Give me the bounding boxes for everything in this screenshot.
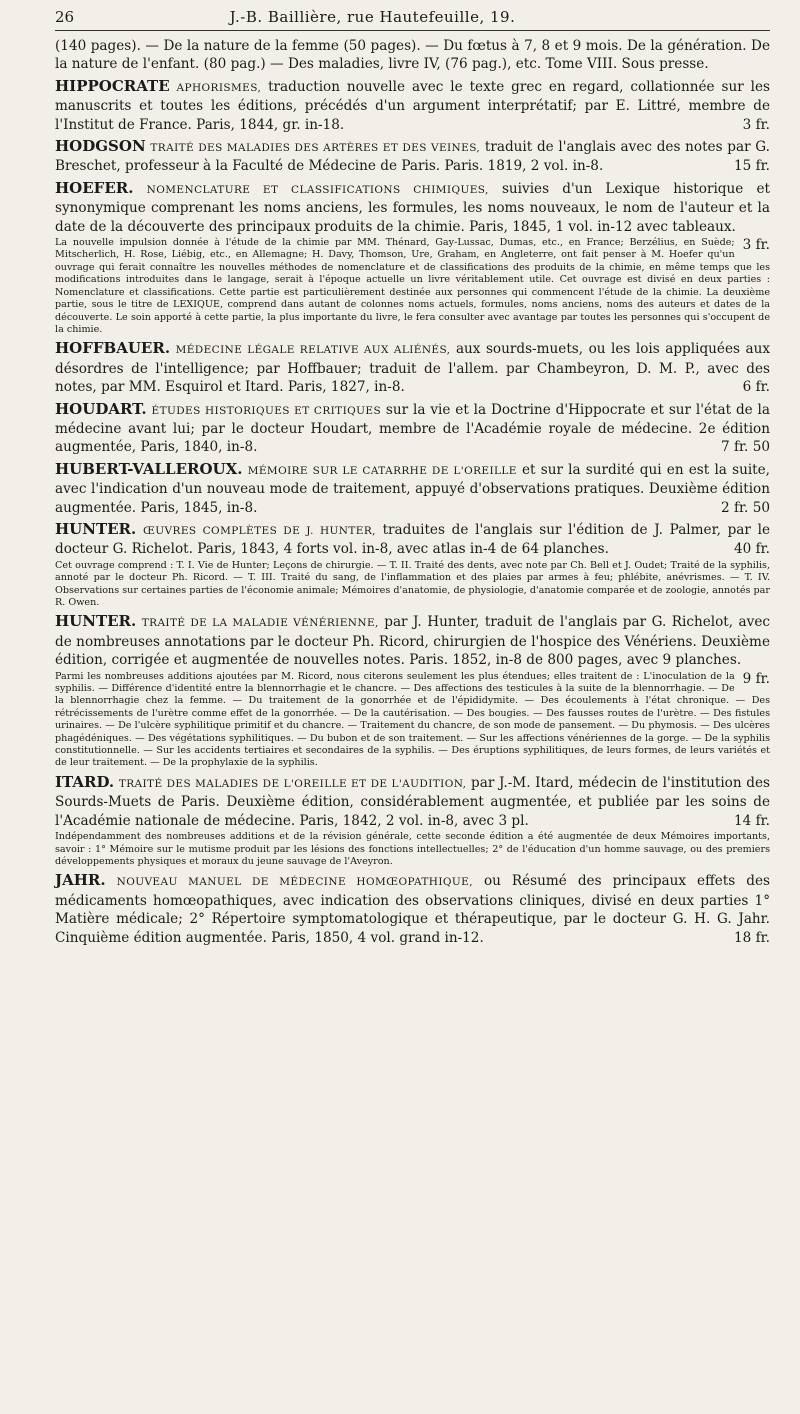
entry-note: La nouvelle impulsion donnée à l'étude de la chimie par MM. Thénard, Gay-Lussac, Dumas, etc., en France; Berzélius, en Suède; Mitscherlich, H. Rose, Liébig, etc., en Allemagne; H. Davy, Thomson, Ure, Graham, en Angleterre, ont fait penser à M. Hoefer qu'un ouvrage qui ferait connaître les nouvelles méthodes de nomenclature et de classifications des produits de la chimie, en même temps que les modifications introduites dans le langage, serait à l'époque actuelle un livre véritablement utile. Cet ouvrage est divisé en deux parties : Nomenclature et classifications. Cette partie est particulièrement destinée aux personnes qui commencent l'étude de la chimie. La deuxième partie, sous le titre de LEXIQUE, comprend dans autant de colonnes noms actuels, formules, noms anciens, noms des auteurs et dates de la découverte. Le soin apporté à cette partie, la plus importante du livre, le fera consulter avec avantage par toutes les personnes qui s'occupent de la chimie. xyxy=(55,237,770,335)
entry-jahr xyxy=(55,871,770,947)
entry-houdart xyxy=(55,400,770,457)
entry-text: (140 pages). — De la nature de la femme (50 pages). — Du fœtus à 7, 8 et 9 mois. De la génération. De la nature de l'enfant. (80 pag.) — Des maladies, livre IV, (76 pag.), etc. xyxy=(55,38,770,73)
entry-text: traduit de l'anglais avec des notes par G. Breschet, professeur à la Faculté de Médecine de Paris. Paris. 1819, 2 vol. in-8. xyxy=(55,139,770,175)
entry-author: JAHR. xyxy=(55,871,106,890)
entry-price: 2 fr. 50 xyxy=(721,499,770,516)
entry-text: traduction nouvelle avec le texte grec en regard, collationnée sur les manuscrits et toutes les éditions, précédés d'un argument interprétatif; par E. Littré, membre de l'Institut de France. Paris, 1844, gr. in-18. xyxy=(55,78,770,133)
entry-author: HOEFER. xyxy=(55,178,134,197)
entry-title: TRAITÉ DES MALADIES DES ARTÈRES ET DES VEINES, xyxy=(150,142,481,155)
entry-title: TRAITÉ DE LA MALADIE VÉNÉRIENNE, xyxy=(141,617,379,630)
entry-hoefer xyxy=(55,179,770,336)
entry-text: traduites de l'anglais sur l'édition de J. Palmer, par le docteur G. Richelot. Paris, 1843, 4 forts vol. in-8, avec atlas in-4 de 64 planches. xyxy=(55,521,771,558)
page-number: 26 xyxy=(55,8,75,26)
entry-note: Parmi les nombreuses additions ajoutées par M. Ricord, nous citerons seulement les plus étendues; elles traitent de : L'inoculation de la syphilis. — Différence d'identité entre la blennorrhagie et le chancre. — Des affections des testicules à la suite de la blennorrhagie. — De la blennorrhagie chez la femme. — Du traitement de la gonorrhée et de l'épididymite. — Des écoulements à l'état chronique. — Des rétrécissements de l'urètre comme effet de la gonorrhée. — De la cautérisation. — Des bougies. — Des fausses routes de l'urètre. — Des fistules urinaires. — De l'ulcère syphilitique primitif et du chancre. — Traitement du chancre, de son mode de pansement. — Du phymosis. — Des ulcères phagédéniques. — Des végétations syphilitiques. — Du bubon et de son traitement. — Sur les affections vénériennes de la gorge. — De la syphilis constitutionnelle. — Sur les accidents tertiaires et secondaires de la syphilis. — Des éruptions syphilitiques, de leurs formes, de leurs variétés et de leur traitement. — De la prophylaxie de la syphilis. xyxy=(55,670,770,769)
entry-text: sur la vie et la Doctrine d'Hippocrate et sur l'état de la médecine avant lui; par le docteur Houdart, membre de l'Académie royale de médecine. 2e édition augmentée, Paris, 1840, in-8. xyxy=(55,401,771,456)
entry-title: MÉMOIRE SUR LE CATARRHE DE L'OREILLE xyxy=(247,464,517,477)
entry-price: 40 fr. xyxy=(734,541,770,558)
entry-title: ŒUVRES COMPLÈTES DE J. HUNTER, xyxy=(142,524,376,537)
entry-price: 7 fr. 50 xyxy=(721,439,770,456)
entry-author: HIPPOCRATE xyxy=(55,76,170,95)
entry-note: Indépendamment des nombreuses additions et de la révision générale, cette seconde édition a été augmentée de deux Mémoires importants, savoir : 1° Mémoire sur le mutisme produit par les lésions des fonctions intellectuelles; 2° de l'éducation d'un homme sauvage, ou des premiers développements physiques et moraux du jeune sauvage de l'Aveyron. xyxy=(55,831,770,867)
entry-author: HUNTER. xyxy=(55,612,137,631)
entry-text: suivies d'un Lexique historique et synonymique comprenant les noms anciens, les formules, les noms nouveaux, le nom de l'auteur et la date de la découverte des principaux produits de la chimie. Paris, 1845, 1 vol. in-12 avec tableaux. xyxy=(55,180,771,235)
running-title: J.-B. Baillière, rue Hautefeuille, 19. xyxy=(229,8,516,26)
entry-hoffbauer xyxy=(55,339,770,396)
page-header xyxy=(55,8,770,31)
entry-author: HODGSON xyxy=(55,137,146,156)
entry-text: et sur la surdité qui en est la suite, avec l'indication d'un nouveau mode de traitement, appuyé d'observations pratiques. Deuxième édition augmentée. Paris, 1845, in-8. xyxy=(55,461,770,516)
entry-title: ÉTUDES HISTORIQUES ET CRITIQUES xyxy=(151,404,382,417)
entry-text: par J.-M. Itard, médecin de l'institution des Sourds-Muets de Paris. Deuxième édition, considérablement augmentée, et publiée par les soins de l'Académie nationale de médecine. Paris, 1842, 2 vol. in-8, avec 3 pl. xyxy=(55,774,770,829)
entry-text: aux sourds-muets, ou les lois appliquées aux désordres de l'intelligence; par Hoffbauer; traduit de l'allem. par Chambeyron, D. M. P., avec des notes, par MM. Esquirol et Itard. Paris, 1827, in-8. xyxy=(55,341,770,396)
entry-hunter-oeuvres xyxy=(55,520,770,609)
entry-author: HUBERT-VALLEROUX. xyxy=(55,459,243,478)
entry-title: NOMENCLATURE ET CLASSIFICATIONS CHIMIQUES, xyxy=(146,183,489,196)
entry-author: HUNTER. xyxy=(55,519,137,538)
entry-tome7 xyxy=(55,37,770,74)
entry-author: ITARD. xyxy=(55,772,115,791)
entry-price: 9 fr. xyxy=(742,670,770,687)
entry-title: MÉDECINE LÉGALE RELATIVE AUX ALIÉNÉS, xyxy=(175,344,451,357)
entry-hippocrate xyxy=(55,77,770,134)
entry-title: TRAITÉ DES MALADIES DE L'OREILLE ET DE L'AUDITION, xyxy=(118,777,467,790)
entry-price: 3 fr. xyxy=(742,116,770,133)
entry-hubert-valleroux xyxy=(55,460,770,517)
entry-price: 14 fr. xyxy=(734,812,770,829)
entry-price: 6 fr. xyxy=(742,379,770,396)
entry-price: 18 fr. xyxy=(734,929,770,946)
entry-title: APHORISMES, xyxy=(176,81,262,94)
entry-title: NOUVEAU MANUEL DE MÉDECINE HOMŒOPATHIQUE, xyxy=(116,876,473,889)
entry-price: 15 fr. xyxy=(734,158,770,175)
entry-text: ou Résumé des principaux effets des médicaments homœopathiques, avec indication des observations cliniques, divisé en deux parties 1° Matière médicale; 2° Répertoire symptomatologique et thérapeutique, par le docteur G. H. G. Jahr. Cinquième édition augmentée. Paris, 1850, 4 vol. grand in-12. xyxy=(55,873,770,946)
entry-tail: Tome VIII. Sous presse. xyxy=(545,56,709,73)
entry-itard xyxy=(55,773,770,868)
entry-note: Cet ouvrage comprend : T. I. Vie de Hunter; Leçons de chirurgie. — T. II. Traité des dents, avec note par Ch. Bell et J. Oudet; Traité de la syphilis, annoté par le docteur Ph. Ricord. — T. III. Traité du sang, de l'inflammation et des plaies par armes à feu; phlébite, anévrismes. — T. IV. Observations sur certaines parties de l'économie animale; Mémoires d'anatomie, de physiologie, d'anatomie comparée et de zoologie, annotés par R. Owen. xyxy=(55,559,770,608)
entry-author: HOUDART. xyxy=(55,399,147,418)
entry-price: 3 fr. xyxy=(742,237,770,254)
entry-text: par J. Hunter, traduit de l'anglais par G. Richelot, avec de nombreuses annotations par le docteur Ph. Ricord, chirurgien de l'hospice des Vénériens. Deuxième édition, corrigée et augmentée de nouvelles notes. Paris. 1852, in-8 de 800 pages, avec 9 planches. xyxy=(55,614,770,669)
entry-author: HOFFBAUER. xyxy=(55,339,171,358)
entry-hodgson xyxy=(55,137,770,176)
entry-hunter-venerienne xyxy=(55,612,770,769)
